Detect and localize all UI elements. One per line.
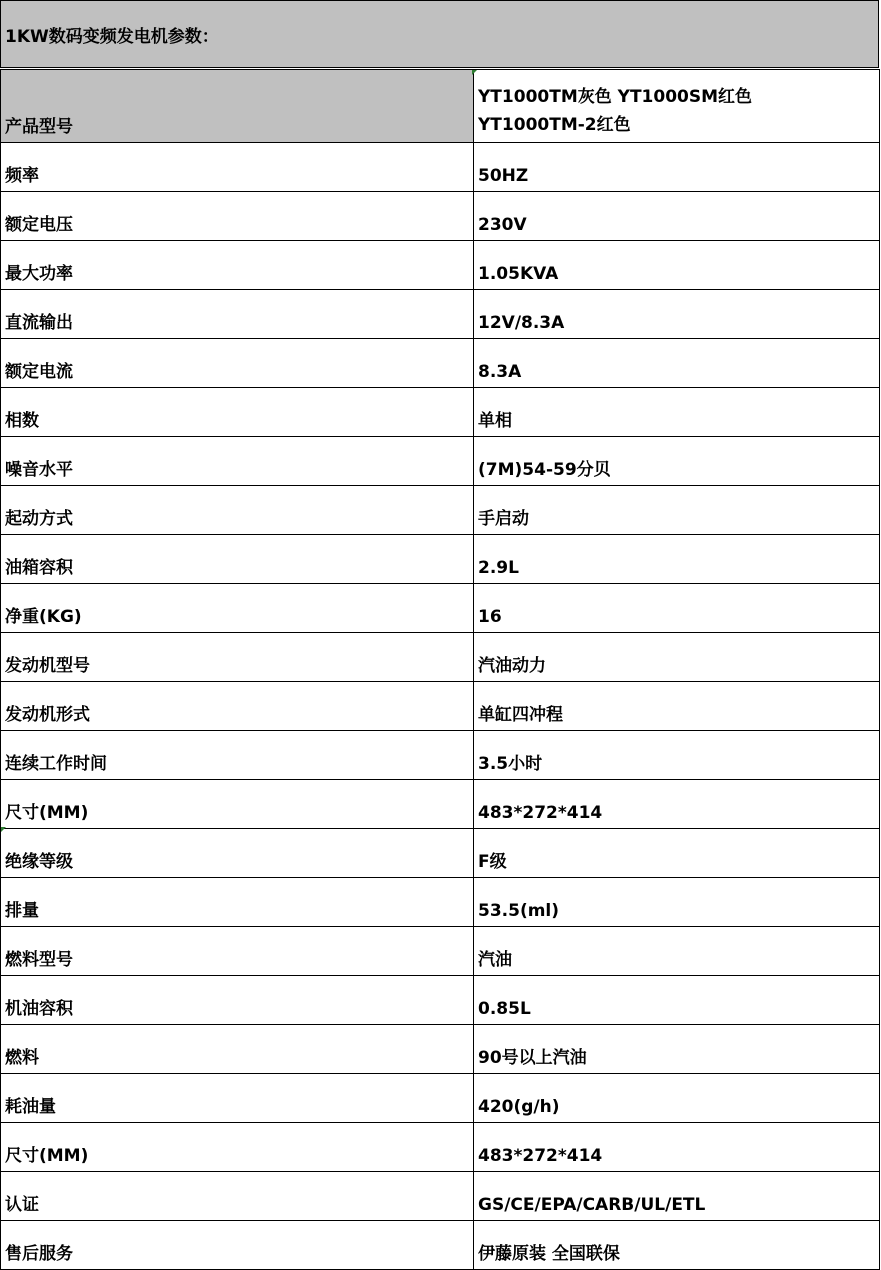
table-row xyxy=(1,682,880,731)
spec-value-cell[interactable]: 483*272*414 xyxy=(474,1123,880,1172)
spec-label-cell[interactable]: 油箱容积 xyxy=(1,535,474,584)
spec-value-cell[interactable]: (7M)54-59分贝 xyxy=(474,437,880,486)
spec-value-cell[interactable]: 0.85L xyxy=(474,976,880,1025)
spec-label-cell[interactable]: 排量 xyxy=(1,878,474,927)
spec-value-cell[interactable]: F级 xyxy=(474,829,880,878)
table-row xyxy=(1,1123,880,1172)
spec-value-cell[interactable]: 单缸四冲程 xyxy=(474,682,880,731)
table-row xyxy=(1,535,880,584)
table-row xyxy=(1,339,880,388)
spec-value-cell[interactable]: 16 xyxy=(474,584,880,633)
spec-label-cell[interactable]: 最大功率 xyxy=(1,241,474,290)
spec-label-cell[interactable]: 直流输出 xyxy=(1,290,474,339)
spec-title: 1KW数码变频发电机参数： xyxy=(0,0,879,68)
spec-value-cell[interactable]: 3.5小时 xyxy=(474,731,880,780)
spec-label-cell[interactable]: 连续工作时间 xyxy=(1,731,474,780)
spec-table-body xyxy=(1,70,880,1270)
comment-marker-icon xyxy=(472,70,477,75)
table-row xyxy=(1,731,880,780)
table-row xyxy=(1,1221,880,1270)
table-row xyxy=(1,1172,880,1221)
table-row xyxy=(1,290,880,339)
spec-value-cell[interactable]: 90号以上汽油 xyxy=(474,1025,880,1074)
spec-label-cell[interactable]: 起动方式 xyxy=(1,486,474,535)
table-row xyxy=(1,780,880,829)
spec-value-cell[interactable]: 50HZ xyxy=(474,143,880,192)
model-row xyxy=(1,70,880,143)
table-row xyxy=(1,241,880,290)
spec-label-cell[interactable]: 额定电压 xyxy=(1,192,474,241)
table-row xyxy=(1,388,880,437)
spec-label-cell[interactable]: 燃料 xyxy=(1,1025,474,1074)
spec-label-cell[interactable]: 耗油量 xyxy=(1,1074,474,1123)
table-row xyxy=(1,437,880,486)
spec-label-cell[interactable]: 发动机型号 xyxy=(1,633,474,682)
spec-label-cell[interactable]: 燃料型号 xyxy=(1,927,474,976)
table-row xyxy=(1,1025,880,1074)
spec-value-cell[interactable]: 230V xyxy=(474,192,880,241)
table-row xyxy=(1,633,880,682)
spec-label-cell[interactable]: 净重(KG) xyxy=(1,584,474,633)
spec-label-cell[interactable]: 机油容积 xyxy=(1,976,474,1025)
spec-value-cell[interactable]: 420(g/h) xyxy=(474,1074,880,1123)
model-line-1: YT1000TM灰色 YT1000SM红色 xyxy=(478,87,753,107)
table-row xyxy=(1,584,880,633)
spec-value-cell[interactable]: 手启动 xyxy=(474,486,880,535)
spec-label-cell[interactable]: 尺寸(MM) xyxy=(1,1123,474,1172)
spec-label-cell[interactable]: 售后服务 xyxy=(1,1221,474,1270)
model-value[interactable] xyxy=(474,70,880,143)
spec-label-cell[interactable]: 相数 xyxy=(1,388,474,437)
spec-label-cell[interactable]: 发动机形式 xyxy=(1,682,474,731)
spec-label-cell[interactable]: 绝缘等级 xyxy=(1,829,474,878)
table-row xyxy=(1,878,880,927)
comment-marker-icon xyxy=(1,827,6,832)
table-row xyxy=(1,143,880,192)
spec-label-cell[interactable]: 尺寸(MM) xyxy=(1,780,474,829)
spec-label-cell[interactable]: 认证 xyxy=(1,1172,474,1221)
spec-value-cell[interactable]: 12V/8.3A xyxy=(474,290,880,339)
table-row xyxy=(1,976,880,1025)
spec-value-cell[interactable]: 汽油 xyxy=(474,927,880,976)
spec-value-cell[interactable]: 483*272*414 xyxy=(474,780,880,829)
table-row xyxy=(1,1074,880,1123)
model-label[interactable]: 产品型号 xyxy=(1,70,474,143)
spec-value-cell[interactable]: 53.5(ml) xyxy=(474,878,880,927)
spec-value-cell[interactable]: GS/CE/EPA/CARB/UL/ETL xyxy=(474,1172,880,1221)
model-line-2: YT1000TM-2红色 xyxy=(478,115,631,135)
spec-value-cell[interactable]: 1.05KVA xyxy=(474,241,880,290)
spec-value-cell[interactable]: 8.3A xyxy=(474,339,880,388)
table-row xyxy=(1,829,880,878)
table-row xyxy=(1,192,880,241)
spec-label-cell[interactable]: 频率 xyxy=(1,143,474,192)
spec-label-cell[interactable]: 额定电流 xyxy=(1,339,474,388)
spec-value-cell[interactable]: 汽油动力 xyxy=(474,633,880,682)
table-row xyxy=(1,927,880,976)
table-row xyxy=(1,486,880,535)
spec-value-cell[interactable]: 伊藤原装 全国联保 xyxy=(474,1221,880,1270)
spec-table xyxy=(0,69,880,1270)
spec-label-cell[interactable]: 噪音水平 xyxy=(1,437,474,486)
spec-value-cell[interactable]: 单相 xyxy=(474,388,880,437)
spec-value-cell[interactable]: 2.9L xyxy=(474,535,880,584)
